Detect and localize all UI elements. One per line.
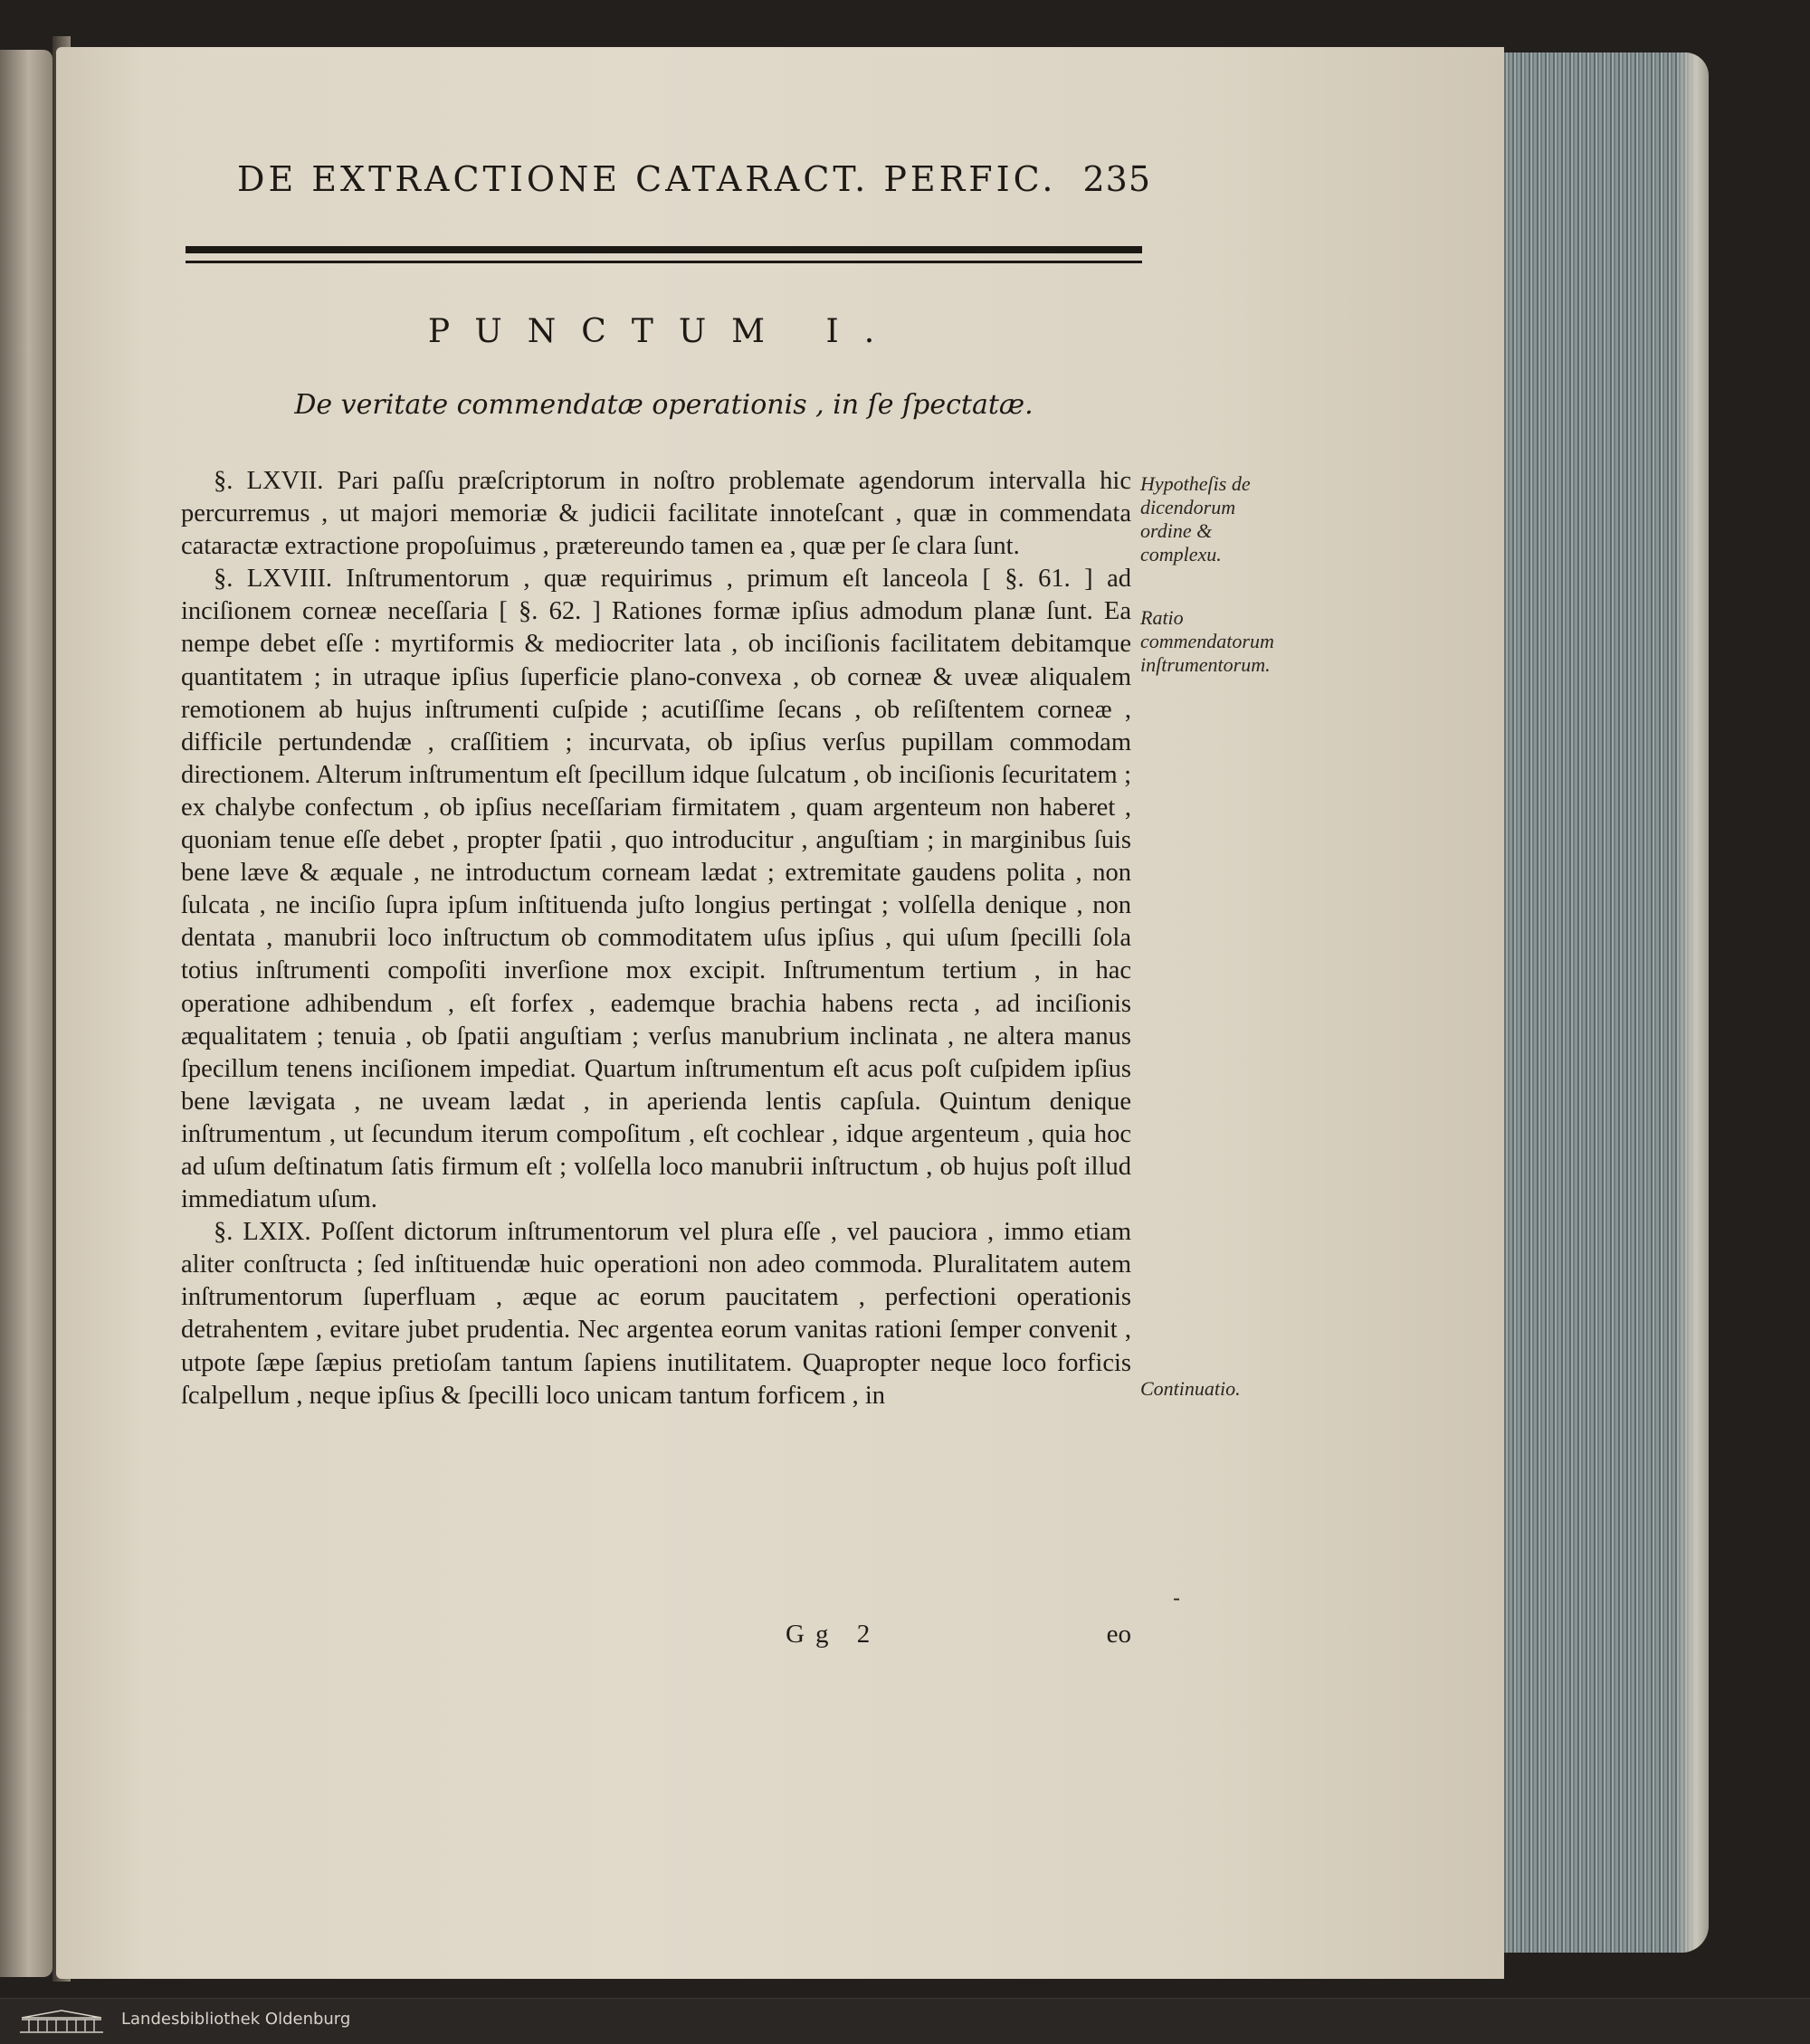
- margin-note-hypothesis: Hypotheſis de dicendorum ordine & complexu.: [1140, 472, 1251, 566]
- page-number: 235: [1082, 159, 1151, 199]
- body-text: [181, 465, 1131, 1412]
- running-head: [237, 159, 1151, 199]
- catchword: eo: [1106, 1620, 1131, 1649]
- library-bar: [0, 1998, 1810, 2044]
- running-head-title: DE EXTRACTIONE CATARACT. PERFIC.: [237, 159, 1057, 199]
- section-subtitle: De veritate commendatæ operationis , in ſe ſpectatæ.: [294, 389, 1034, 421]
- margin-note-ratio: Ratio commendatorum inſtrumentorum.: [1140, 606, 1274, 676]
- paragraph-lxviii: §. LXVIII. Inſtrumentorum , quæ requirimus , primum eſt lanceola [ §. 61. ] ad inciſionem corneæ neceſſaria [ §. 62. ] Rationes formæ ipſius admodum planæ ſunt. Ea nempe debet eſſe : myrtiformis & mediocriter lata , ob inciſionis facilitatem debitamque quantitatem ; in utraque ipſius ſuperficie plano-convexa , ob corneæ & uveæ aliqualem remotionem ab hujus inſtrumenti cuſpide ; acutiſſime ſecans , ob reſiſtentem corneæ , difficile pertundendæ , craſſitiem ; incurvata, ob ipſius verſus pupillam commodam directionem. Alterum inſtrumentum eſt ſpecillum idque ſulcatum , ob inciſionis ſecuritatem ; ex chalybe confectum , ob ipſius neceſſariam firmitatem , quam argenteum non haberet , quoniam tenue eſſe debet , propter ſpatii , quo introducitur , anguſtiam ; in marginibus ſuis bene læve & æquale , ne introductum corneam lædat ; extremitate gaudens polita , non ſulcata , ne inciſio ſupra ipſum inſtituenda juſto longius pertingat ; volſella denique , non dentata , manubrii loco inſtructum ob commoditatem uſus ipſius , qui uſum ſpecilli ſola totius inſtrumenti compoſiti inverſione mox excipit. Inſtrumentum tertium , in hac operatione adhibendum , eſt forfex , eademque brachia habens recta , ad inciſionis æqualitatem ; tenuia , ob ſpatii anguſtiam ; verſus manubrium inclinata , ne altera manus ſpecillum tenens inciſionem impediat. Quartum inſtrumentum eſt acus poſt cuſpidem ipſius bene lævigata , ne uveam lædat , in aperienda lentis capſula. Quintum denique inſtrumentum , ut ſecundum iterum compoſitum , eſt cochlear , idque argenteum , quia hoc ad uſum deſtinatum ſatis firmum eſt ; volſella loco manubrii inſtructum , ob hujus poſt illud immediatum uſum.: [181, 565, 1131, 1214]
- head-rule-thin: [186, 261, 1142, 263]
- paragraph-lxvii: §. LXVII. Pari paſſu præſcriptorum in noſtro problemate agendorum intervalla hic percurremus , ut majori memoriæ & judicii facilitate innoteſcant , quæ in commendata cataractæ extractione propoſuimus , prætereundo tamen ea , quæ per ſe clara ſunt.: [181, 467, 1131, 561]
- library-building-icon: [18, 2009, 105, 2034]
- section-title: PUNCTUM I.: [427, 313, 900, 350]
- margin-dash-mark: -: [1173, 1585, 1181, 1611]
- left-page-edge: [0, 50, 52, 1977]
- page-block-edges: [1473, 52, 1709, 1953]
- head-rule-thick: [186, 246, 1142, 253]
- signature-mark: Gg 2: [786, 1620, 881, 1649]
- margin-note-continuatio: Continuatio.: [1140, 1377, 1241, 1400]
- page-footer: [181, 1620, 1131, 1656]
- paragraph-lxix: §. LXIX. Poſſent dictorum inſtrumentorum vel plura eſſe , vel pauciora , immo etiam aliter conſtructa ; ſed inſtituendæ huic operationi non adeo commoda. Pluralitatem autem inſtrumentorum ſuperfluam , æque ac eorum paucitatem , perfectioni operationis detrahentem , evitare jubet prudentia. Nec argentea eorum vanitas rationi ſemper convenit , utpote ſæpe ſæpius pretioſam tantum ſapiens inutilitatem. Quapropter neque loco forficis ſcalpellum , neque ipſius & ſpecilli loco unicam tantum forficem , in: [181, 1218, 1131, 1410]
- library-label: Landesbibliothek Oldenburg: [121, 2010, 351, 2029]
